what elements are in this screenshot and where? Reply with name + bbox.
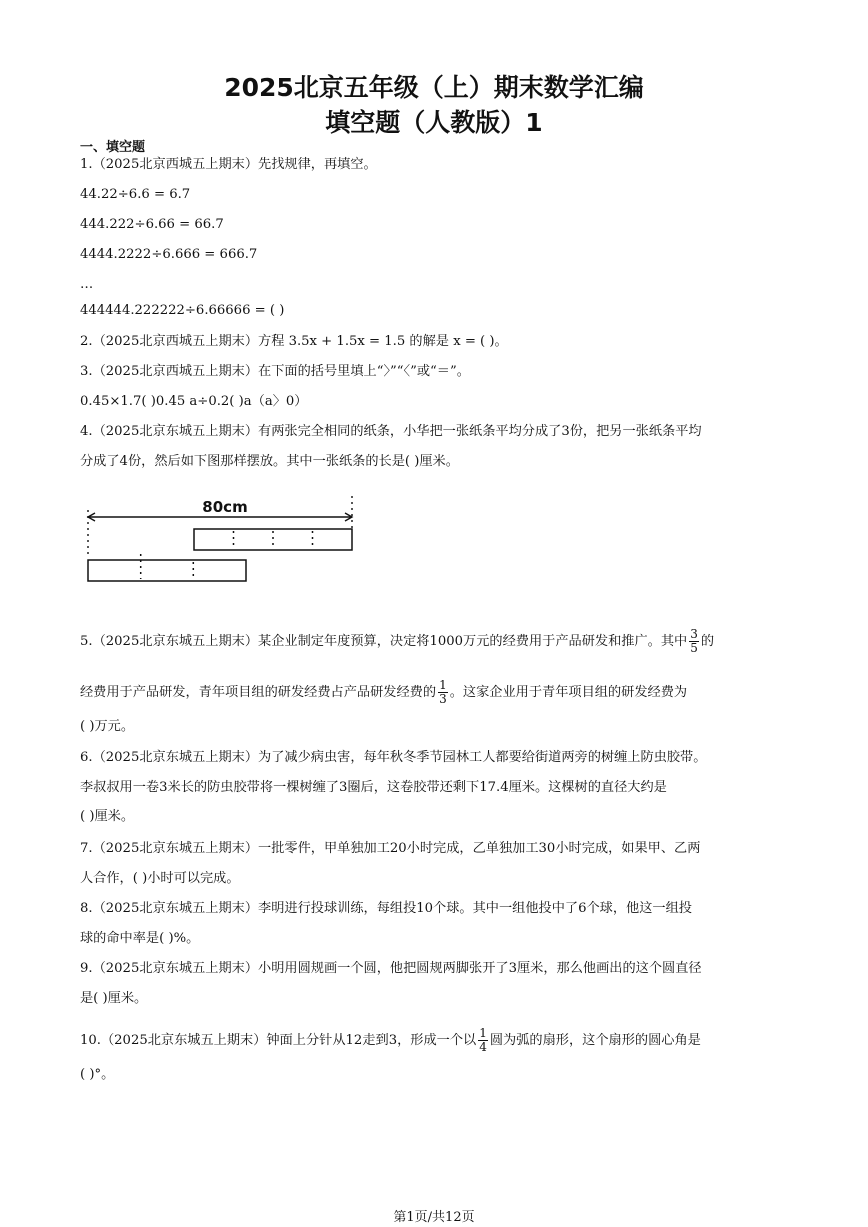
figure-length-label: 80cm [202, 498, 248, 516]
q3-stem: 3.（2025北京西城五上期末）在下面的括号里填上“〉”“〈”或“＝”。 [80, 364, 470, 379]
fraction-denominator: 4 [479, 1040, 487, 1054]
strip-figure [80, 490, 370, 590]
fraction-numerator: 3 [690, 627, 698, 641]
q1-line-1: 44.22÷6.6 = 6.7 [80, 187, 191, 202]
q8-line-2: 球的命中率是( )%。 [80, 931, 200, 946]
q6-line-1: 6.（2025北京东城五上期末）为了减少病虫害，每年秋冬季节园林工人都要给街道两旁的树缠上防虫胶带。 [80, 750, 707, 765]
q5-line-2-text: 经费用于产品研发，青年项目组的研发经费占产品研发经费的 [80, 685, 437, 700]
q5-line-3: ( )万元。 [80, 719, 135, 734]
q7-line-2: 人合作，( )小时可以完成。 [80, 871, 240, 886]
q5-line-1 [80, 628, 714, 655]
q10-line-2: ( )°。 [80, 1067, 115, 1082]
q8-line-1: 8.（2025北京东城五上期末）李明进行投球训练，每组投10个球。其中一组他投中了6个球，他这一组投 [80, 901, 692, 916]
q5-line-1-text: 5.（2025北京东城五上期末）某企业制定年度预算，决定将1000万元的经费用于产品研发和推广。其中 [80, 634, 688, 649]
q10-line-1-text: 10.（2025北京东城五上期末）钟面上分针从12走到3，形成一个以 [80, 1033, 477, 1048]
fraction-one-quarter [478, 1027, 488, 1054]
doc-title: 2025北京五年级（上）期末数学汇编 [224, 73, 644, 102]
fraction-three-fifths [689, 628, 699, 655]
fraction-denominator: 5 [690, 641, 698, 655]
q10-line-1-end: 圆为弧的扇形，这个扇形的圆心角是 [489, 1033, 701, 1048]
page-footer: 第1页/共12页 [393, 1210, 475, 1225]
q3-line: 0.45×1.7( )0.45 a÷0.2( )a（a〉0） [80, 394, 308, 409]
bottom-strip [88, 560, 246, 581]
q5-line-1-end: 的 [700, 634, 715, 649]
q5-line-2-end: 。这家企业用于青年项目组的研发经费为 [449, 685, 688, 700]
doc-subtitle: 填空题（人教版）1 [325, 108, 543, 137]
fraction-denominator: 3 [439, 692, 447, 706]
q4-line-1: 4.（2025北京东城五上期末）有两张完全相同的纸条，小华把一张纸条平均分成了3份，把另一张纸条平均 [80, 424, 702, 439]
q7-line-1: 7.（2025北京东城五上期末）一批零件，甲单独加工20小时完成，乙单独加工30小时完成，如果甲、乙两 [80, 841, 701, 856]
q1-line-3: 4444.2222÷6.666 = 666.7 [80, 247, 258, 262]
q2-text: 2.（2025北京西城五上期末）方程 3.5x + 1.5x = 1.5 的解是 x = ( )。 [80, 334, 508, 349]
q1-stem: 1.（2025北京西城五上期末）先找规律，再填空。 [80, 157, 377, 172]
q9-line-2: 是( )厘米。 [80, 991, 148, 1006]
fraction-numerator: 1 [479, 1026, 487, 1040]
q5-line-2 [80, 679, 687, 706]
fraction-one-third [438, 679, 448, 706]
fraction-numerator: 1 [439, 678, 447, 692]
q9-line-1: 9.（2025北京东城五上期末）小明用圆规画一个圆，他把圆规两脚张开了3厘米，那么他画出的这个圆直径 [80, 961, 702, 976]
q10-line-1 [80, 1027, 701, 1054]
q1-line-2: 444.222÷6.66 = 66.7 [80, 217, 224, 232]
q6-line-3: ( )厘米。 [80, 809, 135, 824]
q6-line-2: 李叔叔用一卷3米长的防虫胶带将一棵树缠了3圈后，这卷胶带还剩下17.4厘米。这棵树的直径大约是 [80, 780, 667, 795]
q4-line-2: 分成了4份，然后如下图那样摆放。其中一张纸条的长是( )厘米。 [80, 454, 459, 469]
q1-line-ellipsis: … [80, 277, 94, 292]
section-heading: 一、填空题 [80, 140, 146, 155]
q1-line-5: 444444.222222÷6.66666 = ( ) [80, 303, 285, 318]
